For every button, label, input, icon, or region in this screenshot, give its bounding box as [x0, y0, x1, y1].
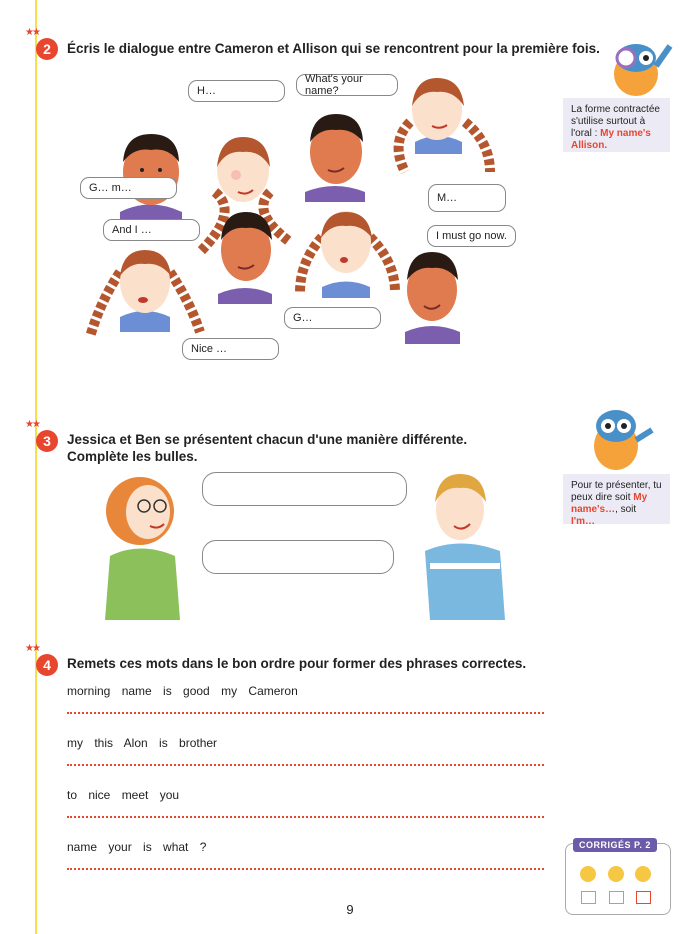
empty-bubble-jessica[interactable] [202, 540, 394, 574]
exercise-4-badge: 4 [36, 654, 58, 676]
neutral-face-icon [608, 866, 624, 882]
answer-line[interactable] [67, 816, 544, 818]
tip-box-presentation [563, 474, 670, 527]
cameron-figure-2 [305, 114, 365, 202]
happy-face-icon [580, 866, 596, 882]
ben-figure [425, 474, 505, 620]
scrambled-words: to nice meet you [67, 788, 180, 802]
speech-bubble[interactable]: G… [284, 307, 381, 329]
scrambled-words: my this Alon is brother [67, 736, 218, 750]
star-icons: ★★ [25, 643, 39, 654]
tip-text: Pour te présenter, tu peux dire soit [571, 480, 662, 503]
exercise-3-title-line-1: Jessica et Ben se présentent chacun d'une manière différente. [67, 432, 468, 447]
answer-line[interactable] [67, 764, 544, 766]
allison-figure-4 [300, 211, 395, 298]
speech-bubble[interactable]: M… [428, 184, 506, 212]
speech-bubble[interactable]: G… m… [80, 177, 177, 199]
tip-text: , soit [615, 504, 637, 515]
allison-figure-2 [399, 78, 490, 172]
speech-bubble[interactable]: I must go now. [427, 225, 516, 247]
star-icons: ★★ [25, 27, 39, 38]
tip-highlight: I'm… [571, 516, 596, 527]
tip-highlight: My name's Allison [571, 128, 651, 151]
page-number: 9 [346, 902, 354, 917]
exercise-2-badge: 2 [36, 38, 58, 60]
allison-figure-3 [90, 250, 200, 337]
speech-bubble[interactable]: What's your name? [296, 74, 398, 96]
exercise-2-title: Écris le dialogue entre Cameron et Allison qui se rencontrent pour la première fois. [67, 41, 600, 56]
corriges-label: CORRIGÉS P. 2 [573, 838, 657, 852]
owl-magnifier-icon [596, 36, 676, 100]
speech-bubble[interactable]: H… [188, 80, 285, 102]
tip-highlight: My name's… [571, 492, 648, 515]
star-icons: ★★ [25, 419, 39, 430]
exercise-3-badge: 3 [36, 430, 58, 452]
owl-icon [580, 400, 660, 475]
scrambled-words: morning name is good my Cameron [67, 684, 298, 698]
speech-bubble[interactable]: Nice … [182, 338, 279, 360]
tip-text: . [604, 140, 608, 151]
answer-line[interactable] [67, 712, 544, 714]
tip-box-contraction [563, 98, 670, 152]
cameron-figure-4 [405, 252, 460, 344]
exercise-3-title-line-2: Complète les bulles. [67, 449, 198, 464]
tip-text: La forme contractée s'utilise surtout à l'oral : [571, 104, 660, 139]
cameron-figure-3 [218, 212, 272, 304]
margin-line [35, 0, 37, 934]
answer-line[interactable] [67, 868, 544, 870]
sad-face-icon [635, 866, 651, 882]
jessica-figure [105, 477, 180, 620]
speech-bubble[interactable]: And I … [103, 219, 200, 241]
empty-bubble-ben[interactable] [202, 472, 407, 506]
scrambled-words: name your is what ? [67, 840, 207, 854]
exercise-4-title: Remets ces mots dans le bon ordre pour former des phrases correctes. [67, 656, 527, 671]
